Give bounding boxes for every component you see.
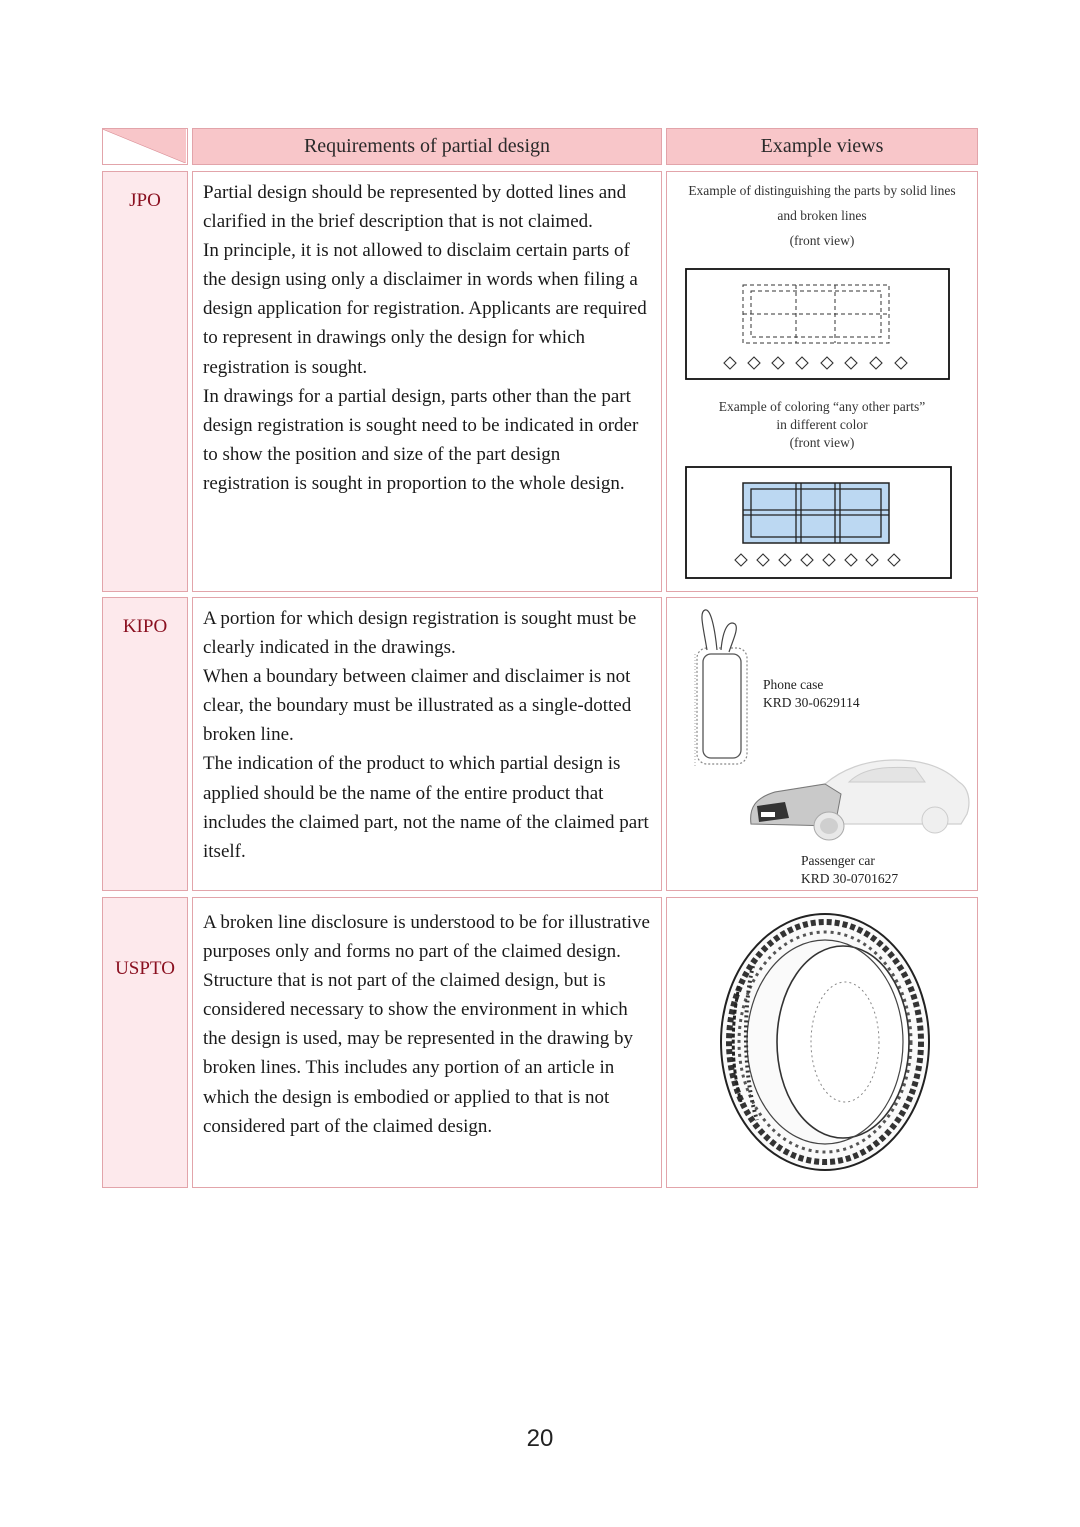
requirements-uspto	[192, 897, 662, 1188]
page-number: 20	[526, 1425, 554, 1452]
paragraph: The indication of the product to which partial design is applied should be the name of the entire product that includes the claimed part, not the name of the claimed part itself.	[203, 753, 649, 862]
paragraph: Partial design should be represented by dotted lines and clarified in the brief description that is not claimed.	[203, 182, 627, 233]
corner-cell	[102, 128, 188, 165]
example2-caption	[667, 398, 977, 452]
car-number: KRD 30-0701627	[801, 871, 899, 886]
caption-line: (front view)	[789, 435, 855, 450]
passenger-car-drawing	[745, 754, 975, 844]
caption-line: and broken lines	[777, 208, 867, 223]
example1-caption	[667, 178, 977, 253]
caption-line: Example of distinguishing the parts by solid lines	[688, 183, 956, 198]
broken-line-drawing	[685, 268, 951, 381]
office-label-kipo	[102, 597, 188, 891]
office-name: KIPO	[122, 616, 168, 637]
tire-drawing	[713, 906, 933, 1178]
caption-line: in different color	[776, 417, 868, 432]
phone-case-caption	[763, 676, 860, 712]
office-name: JPO	[129, 190, 161, 211]
examples-jpo	[666, 171, 978, 592]
examples-kipo	[666, 597, 978, 891]
colored-parts-drawing	[685, 466, 953, 580]
paragraph: In drawings for a partial design, parts other than the part design registration is sought need to be indicated in order to show the position and size of the part design registration is sought in proportion to the whole design.	[203, 385, 639, 494]
office-label-jpo	[102, 171, 188, 592]
requirements-jpo	[192, 171, 662, 592]
car-caption	[801, 852, 898, 888]
phone-case-drawing	[689, 606, 759, 776]
paragraph: When a boundary between claimer and disclaimer is not clear, the boundary must be illustrated as a single-dotted broken line.	[203, 666, 632, 746]
phone-label: Phone case	[763, 677, 824, 692]
diagonal-divider	[103, 129, 186, 163]
examples-uspto	[666, 897, 978, 1188]
phone-number: KRD 30-0629114	[763, 695, 860, 710]
header-examples: Example views	[666, 128, 978, 165]
office-label-uspto	[102, 897, 188, 1188]
paragraph: In principle, it is not allowed to disclaim certain parts of the design using only a disclaimer in words when filing a design application for registration. Applicants are required to represent in drawings only the design for which registration is sought.	[203, 240, 647, 378]
paragraph: A broken line disclosure is understood to be for illustrative purposes only and forms no part of the claimed design. Structure that is not part of the claimed design, but is considered necessary to show the environment in which the design is used, may be represented in the drawing by broken lines. This includes any portion of an article in which the design is embodied or applied to that is not considered part of the claimed design.	[203, 912, 650, 1137]
header-requirements: Requirements of partial design	[192, 128, 662, 165]
office-name: USPTO	[115, 958, 175, 979]
caption-line: (front view)	[789, 233, 855, 248]
car-label: Passenger car	[801, 853, 875, 868]
caption-line: Example of coloring “any other parts”	[718, 399, 926, 414]
paragraph: A portion for which design registration is sought must be clearly indicated in the drawings.	[203, 608, 637, 659]
requirements-kipo	[192, 597, 662, 891]
